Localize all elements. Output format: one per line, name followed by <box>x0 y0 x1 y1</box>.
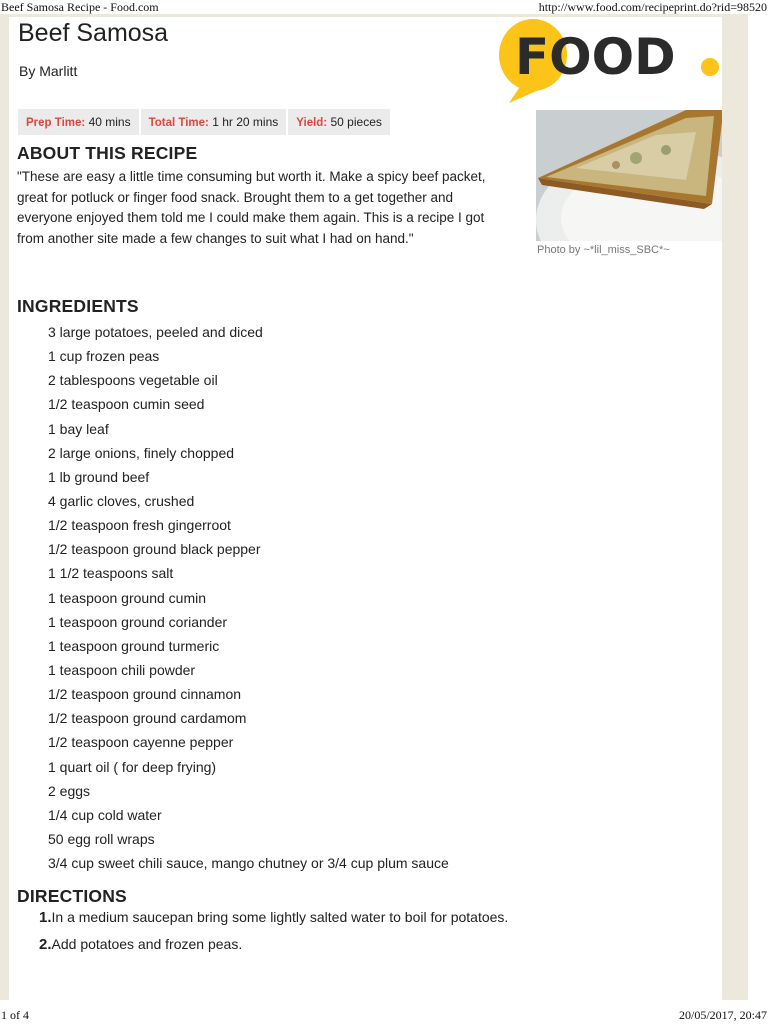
yield <box>288 109 390 135</box>
recipe-author: By Marlitt <box>19 63 78 79</box>
total-time-value: 1 hr 20 mins <box>212 115 279 129</box>
ingredient-item: 3 large potatoes, peeled and diced <box>48 324 263 340</box>
ingredient-item: 1 teaspoon ground turmeric <box>48 637 220 654</box>
ingredient-item: 1/2 teaspoon ground cinnamon <box>48 686 242 703</box>
direction-step <box>39 909 508 926</box>
ingredient-item: 1 lb ground beef <box>48 468 150 485</box>
ingredient-item: 1/2 teaspoon cayenne pepper <box>48 734 234 751</box>
ingredient-item: 2 eggs <box>48 782 91 799</box>
ingredient-item: 2 large onions, finely chopped <box>48 444 235 461</box>
prep-time-value: 40 mins <box>88 115 131 129</box>
recipe-content <box>9 17 722 1000</box>
ingredient-item: 50 egg roll wraps <box>48 830 155 847</box>
ingredients-heading: INGREDIENTS <box>17 296 139 316</box>
print-header-title: Beef Samosa Recipe - Food.com <box>1 0 159 14</box>
logo-dot <box>701 58 719 76</box>
step-number: 2. <box>39 936 52 953</box>
recipe-times-bar <box>18 109 390 135</box>
ingredient-item: 1 cup frozen peas <box>48 348 160 365</box>
about-heading: ABOUT THIS RECIPE <box>17 143 198 163</box>
ingredient-item: 1/2 teaspoon ground cardamom <box>48 710 247 727</box>
total-time-label: Total Time: <box>148 117 209 129</box>
ingredient-item: 1 1/2 teaspoons salt <box>48 565 174 582</box>
recipe-photo <box>536 110 722 241</box>
ingredient-item: 4 garlic cloves, crushed <box>48 492 195 509</box>
step-text: In a medium saucepan bring some lightly salted water to boil for potatoes. <box>51 909 509 925</box>
ingredient-item: 3/4 cup sweet chili sauce, mango chutney or 3/4 cup plum sauce <box>48 855 449 872</box>
ingredient-item: 1/4 cup cold water <box>48 806 162 823</box>
photo-caption: Photo by ~*lil_miss_SBC*~ <box>537 244 670 256</box>
prep-time-label: Prep Time: <box>26 117 86 129</box>
yield-label: Yield: <box>296 117 328 129</box>
print-footer-page: 1 of 4 <box>1 1008 29 1022</box>
step-text: Add potatoes and frozen peas. <box>51 936 243 952</box>
direction-step <box>39 936 508 953</box>
ingredient-item: 1/2 teaspoon cumin seed <box>48 396 205 413</box>
step-number: 1. <box>39 909 52 926</box>
directions-list <box>39 909 508 963</box>
ingredient-item: 1/2 teaspoon fresh gingerroot <box>48 517 231 534</box>
recipe-title: Beef Samosa <box>18 19 169 47</box>
print-header-url: http://www.food.com/recipeprint.do?rid=98520 <box>538 0 767 14</box>
samosa-photo-image <box>536 110 722 241</box>
ingredient-item: 1 teaspoon chili powder <box>48 661 196 678</box>
ingredient-item: 1 teaspoon ground coriander <box>48 613 228 630</box>
ingredient-item: 1 quart oil ( for deep frying) <box>48 758 217 775</box>
logo-text: FOOD <box>515 28 676 86</box>
print-footer-date: 20/05/2017, 20:47 <box>678 1008 767 1022</box>
directions-heading: DIRECTIONS <box>17 886 127 906</box>
total-time <box>141 109 289 135</box>
ingredient-item: 2 tablespoons vegetable oil <box>48 372 218 389</box>
ingredients-list <box>48 322 449 877</box>
food-logo <box>499 17 729 103</box>
prep-time <box>18 109 141 135</box>
yield-value: 50 pieces <box>330 115 382 129</box>
ingredient-item: 1 bay leaf <box>48 420 109 437</box>
page <box>0 14 748 1000</box>
about-text: "These are easy a little time consuming but worth it. Make a spicy beef packet, great for potluck or finger food snack. Brought them to a get together and everyone enjoyed them told me I could make them again. This is a recipe I got from another site made a few changes to suit what I had on hand." <box>17 169 486 246</box>
ingredient-item: 1/2 teaspoon ground black pepper <box>48 541 261 558</box>
ingredient-item: 1 teaspoon ground cumin <box>48 589 206 606</box>
